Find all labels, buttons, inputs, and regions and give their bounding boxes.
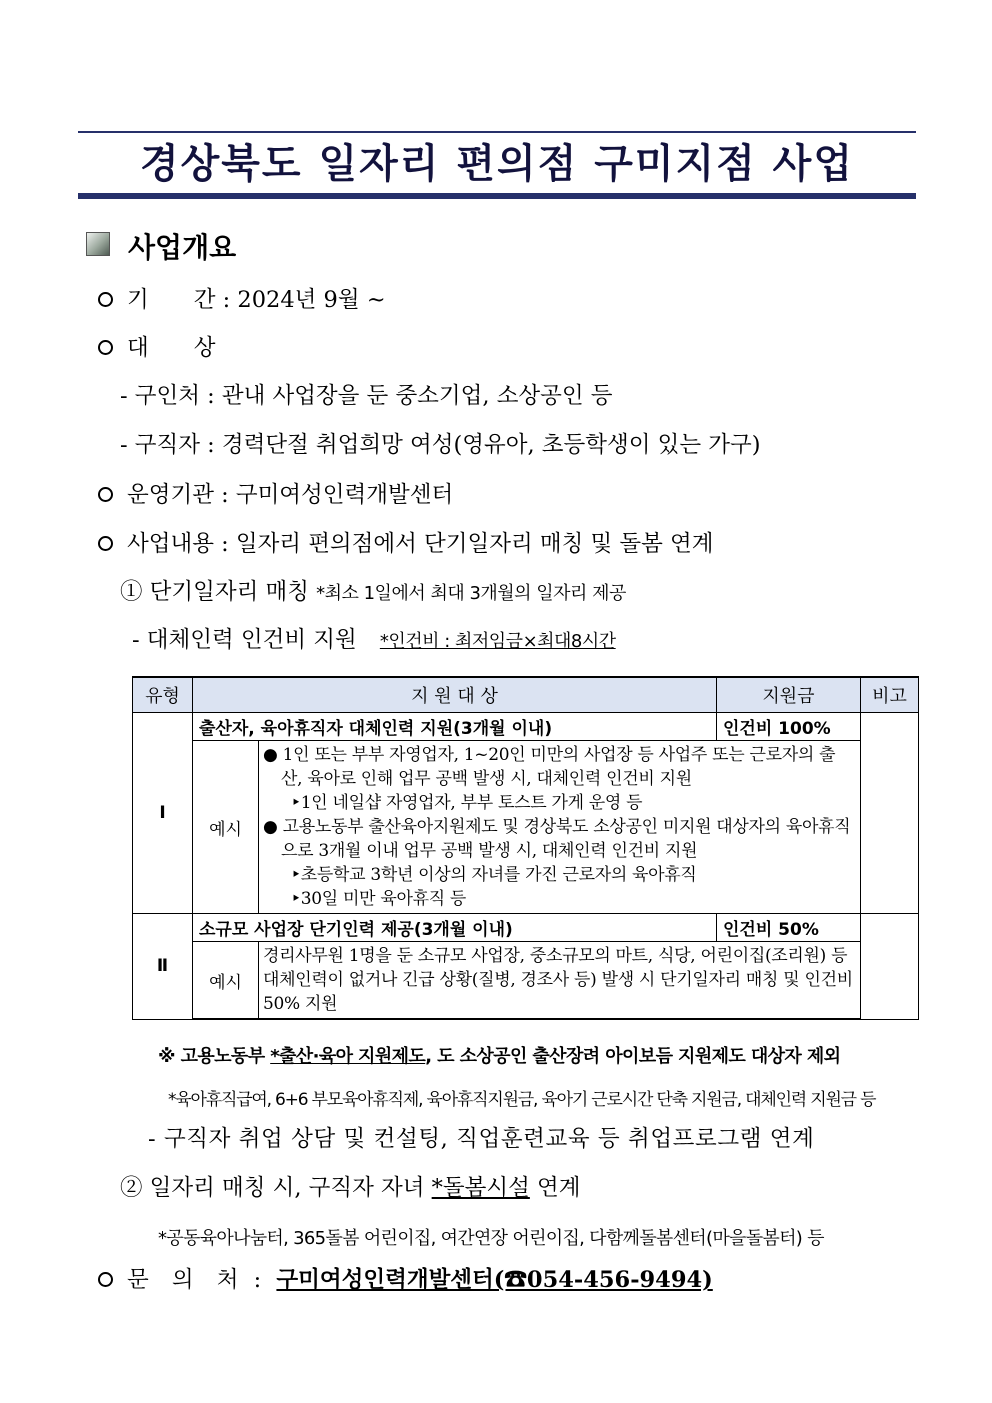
type2-example-body: 경리사무원 1명을 둔 소규모 사업장, 중소규모의 마트, 식당, 어린이집(조리원) 등 대체인력이 없거나 긴급 상황(질병, 경조사 등) 발생 시 단기일자리 매칭 및 인건비 50% 지원	[259, 942, 861, 1020]
item2-row	[120, 1173, 581, 1203]
circle-bullet-icon	[98, 487, 113, 502]
section-heading: 사업개요	[128, 231, 237, 264]
type1-line-2: ‣1인 네일샵 자영업자, 부부 토스트 가게 운영 등	[291, 793, 643, 813]
exclusion-underlined: *출산·육아 지원제도	[270, 1046, 426, 1067]
item1-sub-text: - 대체인력 인건비 지원	[132, 627, 357, 653]
content-row	[98, 529, 713, 559]
type2-amount: 인건비 50%	[717, 914, 861, 942]
table-row	[133, 942, 919, 1020]
contact-row	[98, 1265, 713, 1295]
header-amount: 지원금	[717, 677, 861, 713]
type1-title: 출산자, 육아휴직자 대체인력 지원(3개월 이내)	[193, 713, 717, 741]
type1-example-body	[259, 741, 861, 914]
header-remark: 비고	[861, 677, 919, 713]
type1-amount: 인건비 100%	[717, 713, 861, 741]
operator-value: : 구미여성인력개발센터	[221, 482, 454, 508]
circle-bullet-icon	[98, 536, 113, 551]
exclusion-detail: *육아휴직급여, 6+6 부모육아휴직제, 육아휴직지원금, 육아기 근로시간 단축 지원금, 대체인력 지원금 등	[168, 1090, 876, 1110]
table-row	[133, 914, 919, 942]
item2-prefix: ② 일자리 매칭 시, 구직자 자녀	[120, 1175, 425, 1201]
item2-note: *공동육아나눔터, 365돌봄 어린이집, 여간연장 어린이집, 다함께돌봄센터(마을돌봄터) 등	[158, 1228, 824, 1249]
type1-line-3: ● 고용노동부 출산육아지원제도 및 경상북도 소상공인 미지원 대상자의 육아휴직으로 3개월 이내 업무 공백 발생 시, 대체인력 인건비 지원	[263, 817, 851, 861]
header-type: 유형	[133, 677, 193, 713]
content-value: : 일자리 편의점에서 단기일자리 매칭 및 돌봄 연계	[221, 531, 714, 557]
circle-bullet-icon	[98, 340, 113, 355]
type1-code: Ⅰ	[133, 713, 193, 914]
type2-example-label: 예시	[193, 942, 259, 1020]
table-header-row	[133, 677, 919, 713]
type2-title: 소규모 사업장 단기인력 제공(3개월 이내)	[193, 914, 717, 942]
contact-label: 문 의 처	[127, 1267, 247, 1293]
section-square-icon	[86, 232, 110, 256]
exclusion-note	[158, 1042, 840, 1068]
title-bottom-rule	[78, 193, 916, 199]
operator-row	[98, 480, 453, 510]
item1-sub-row	[132, 625, 616, 657]
seeker-line: - 구직자 : 경력단절 취업희망 여성(영유아, 초등학생이 있는 가구)	[120, 432, 761, 458]
page-title: 경상북도 일자리 편의점 구미지점 사업	[140, 141, 854, 187]
period-value: : 2024년 9월 ~	[222, 287, 386, 313]
type2-code: Ⅱ	[133, 914, 193, 1020]
exclusion-prefix: ※ 고용노동부	[158, 1046, 265, 1067]
type1-line-1: ● 1인 또는 부부 자영업자, 1~20인 미만의 사업장 등 사업주 또는 근로자의 출산, 육아로 인해 업무 공백 발생 시, 대체인력 인건비 지원	[263, 745, 836, 789]
type1-line-5: ‣30일 미만 육아휴직 등	[291, 889, 467, 909]
contact-sep: :	[253, 1267, 262, 1293]
item1-row	[120, 577, 626, 609]
target-row	[98, 333, 215, 363]
type1-line-4: ‣초등학교 3학년 이상의 자녀를 가진 근로자의 육아휴직	[291, 865, 697, 885]
operator-label: 운영기관	[127, 482, 214, 508]
period-label: 기 간	[127, 287, 216, 313]
item1-text: ① 단기일자리 매칭	[120, 579, 309, 605]
circle-bullet-icon	[98, 1272, 113, 1287]
type2-remark	[861, 914, 919, 1020]
target-label: 대 상	[127, 335, 216, 361]
type1-remark	[861, 713, 919, 914]
period-row	[98, 285, 386, 315]
circle-bullet-icon	[98, 292, 113, 307]
item2-underlined: *돌봄시설	[431, 1175, 530, 1201]
exclusion-suffix: , 도 소상공인 출산장려 아이보듬 지원제도 대상자 제외	[425, 1046, 841, 1067]
counseling-line: - 구직자 취업 상담 및 컨설팅, 직업훈련교육 등 취업프로그램 연계	[148, 1126, 815, 1152]
table-row	[133, 741, 919, 914]
title-top-rule	[78, 131, 916, 133]
item1-sub-note: *인건비 : 최저임금×최대8시간	[379, 631, 616, 652]
content-label: 사업내용	[127, 531, 214, 557]
table-row	[133, 713, 919, 741]
employer-line: - 구인처 : 관내 사업장을 둔 중소기업, 소상공인 등	[120, 383, 613, 409]
support-table	[132, 676, 919, 1020]
item2-suffix: 연계	[537, 1175, 581, 1201]
header-target: 지 원 대 상	[193, 677, 717, 713]
type1-example-label: 예시	[193, 741, 259, 914]
item1-note: *최소 1일에서 최대 3개월의 일자리 제공	[316, 583, 626, 604]
contact-value: 구미여성인력개발센터(☎054-456-9494)	[276, 1267, 713, 1293]
